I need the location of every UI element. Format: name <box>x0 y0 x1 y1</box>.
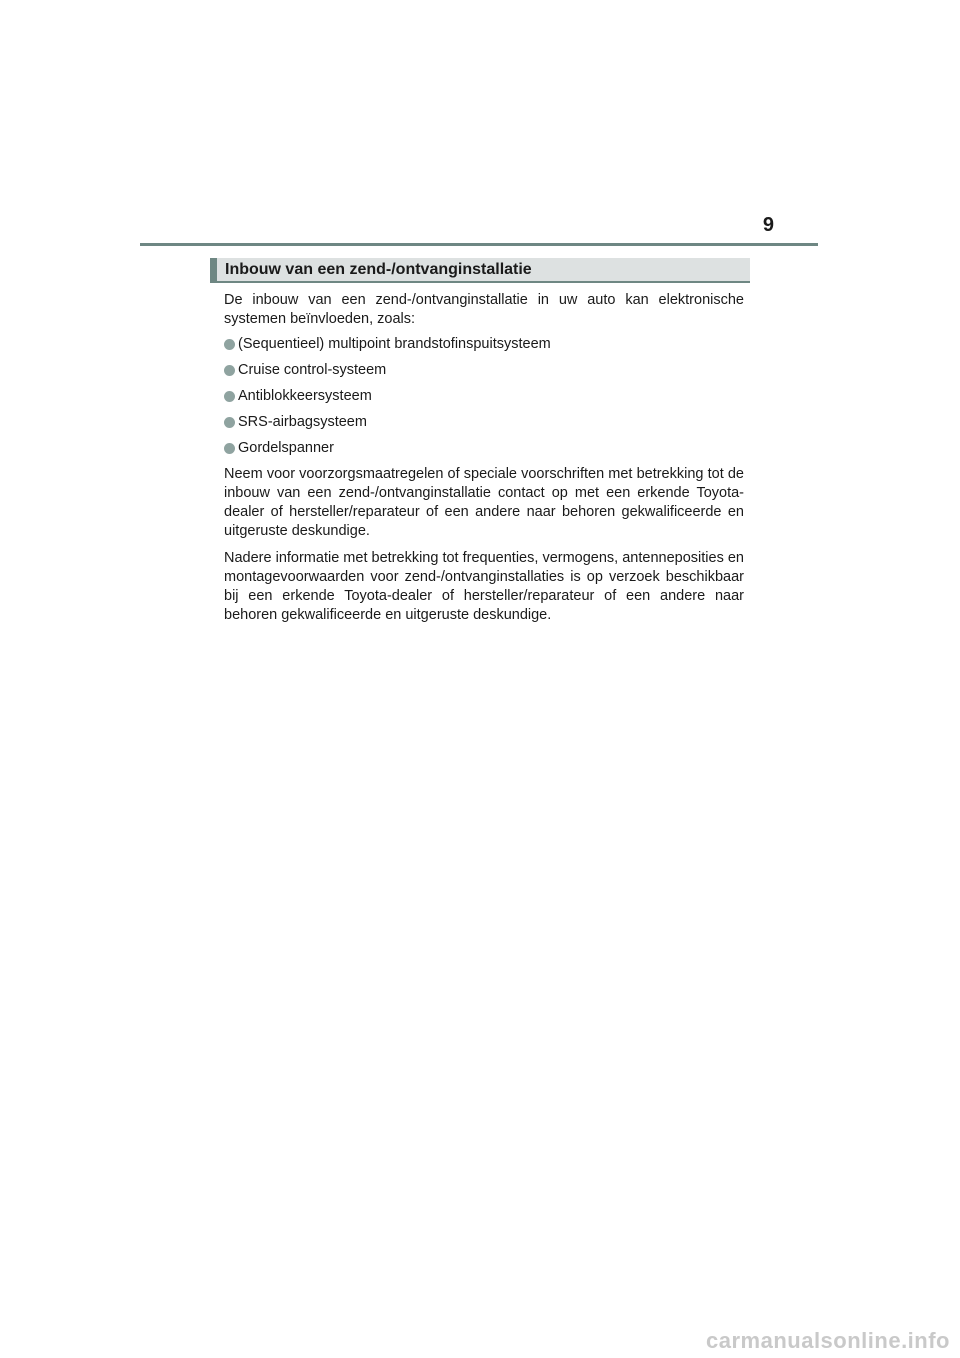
watermark: carmanualsonline.info <box>706 1328 950 1353</box>
header-rule <box>140 243 818 246</box>
list-item <box>224 387 744 406</box>
list-item-text: SRS-airbagsysteem <box>238 414 367 430</box>
list-item-text: (Sequentieel) multipoint brandstofinspuitsysteem <box>238 336 551 352</box>
list-item-text: Gordelspanner <box>238 440 334 456</box>
intro-paragraph: De inbouw van een zend-/ontvanginstallatie in uw auto kan elektronische systemen beïnvloeden, zoals: <box>224 292 744 327</box>
list-item <box>224 361 744 380</box>
paragraph-details: Nadere informatie met betrekking tot frequenties, vermogens, antenneposities en montagevoorwaarden voor zend-/ontvanginstallaties is op verzoek beschikbaar bij een erkende Toyota-dealer of hersteller/reparateur of een andere naar behoren gekwalificeerde en uitgeruste deskundige. <box>224 550 744 623</box>
circle-bullet-icon <box>224 339 235 350</box>
bullet-list <box>224 335 744 458</box>
list-item <box>224 335 744 354</box>
list-item <box>224 439 744 458</box>
paragraph-precautions: Neem voor voorzorgsmaatregelen of speciale voorschriften met betrekking tot de inbouw van een zend-/ontvanginstallatie contact op met een erkende Toyota-dealer of hersteller/reparateur of een andere naar behoren gekwalificeerde en uitgeruste deskundige. <box>224 466 744 539</box>
circle-bullet-icon <box>224 417 235 428</box>
circle-bullet-icon <box>224 391 235 402</box>
section-heading: Inbouw van een zend-/ontvanginstallatie <box>210 258 750 283</box>
section-content <box>224 291 744 633</box>
list-item-text: Cruise control-systeem <box>238 362 387 378</box>
list-item <box>224 413 744 432</box>
page-number: 9 <box>762 214 774 236</box>
circle-bullet-icon <box>224 365 235 376</box>
list-item-text: Antiblokkeersysteem <box>238 388 372 404</box>
circle-bullet-icon <box>224 443 235 454</box>
